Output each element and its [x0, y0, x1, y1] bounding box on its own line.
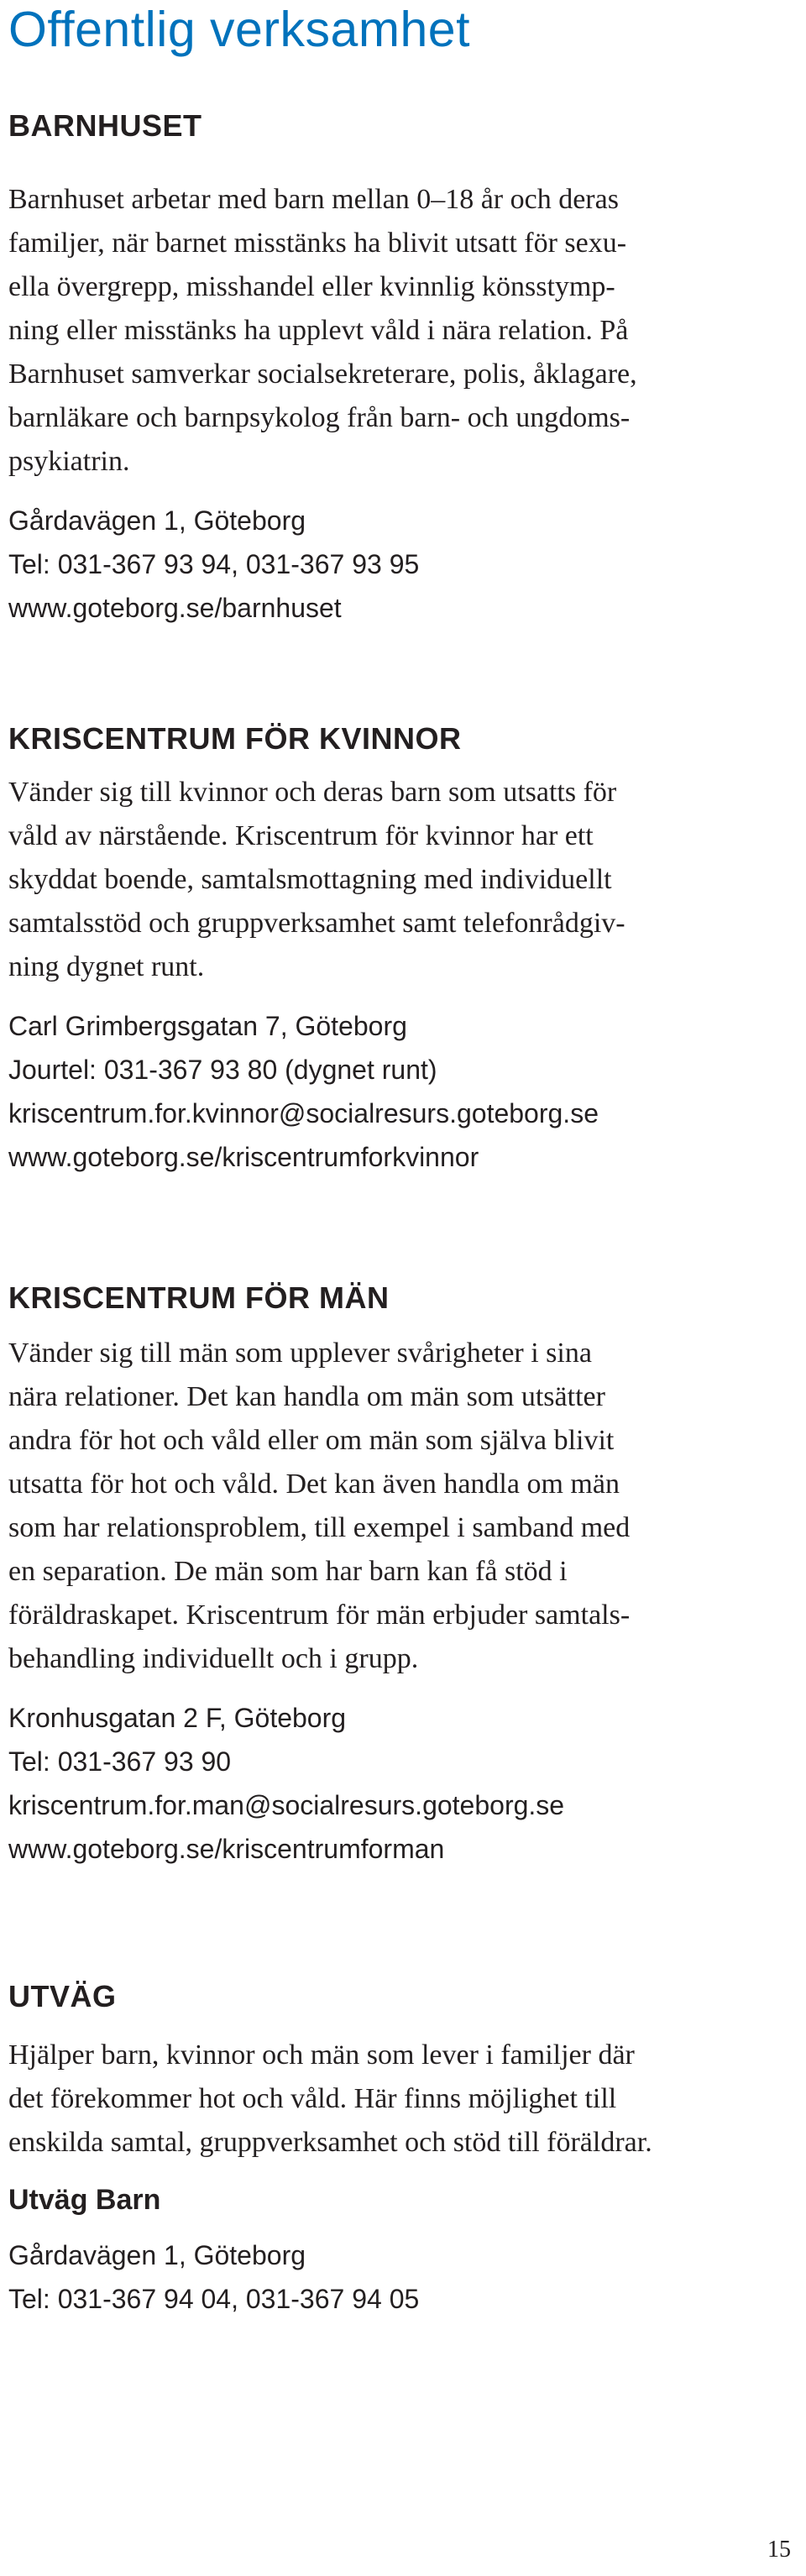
body-text-line: Barnhuset samverkar socialsekreterare, polis, åklagare, — [8, 359, 637, 390]
phone-line: Tel: 031-367 93 90 — [8, 1746, 232, 1777]
address-line: Carl Grimbergsgatan 7, Göteborg — [8, 1011, 407, 1041]
body-text-line: en separation. De män som har barn kan få stöd i — [8, 1556, 568, 1587]
page-title: Offentlig verksamhet — [8, 2, 470, 57]
body-text-line: ning eller misstänks ha upplevt våld i nära relation. På — [8, 315, 629, 346]
section-utvag — [8, 1978, 798, 2321]
email-link[interactable]: kriscentrum.for.kvinnor@socialresurs.goteborg.se — [8, 1098, 599, 1128]
page-number: 15 — [767, 2537, 791, 2563]
body-text-line: det förekommer hot och våld. Här finns möjlighet till — [8, 2083, 617, 2114]
body-text-line: behandling individuellt och i grupp. — [8, 1643, 419, 1674]
address-line: Gårdavägen 1, Göteborg — [8, 2240, 306, 2270]
address-line: Gårdavägen 1, Göteborg — [8, 505, 306, 536]
section-heading: UTVÄG — [8, 1979, 117, 2013]
body-text-line: ning dygnet runt. — [8, 951, 205, 982]
body-text-line: utsatta för hot och våld. Det kan även handla om män — [8, 1469, 620, 1500]
section-heading: KRISCENTRUM FÖR KVINNOR — [8, 721, 462, 756]
sub-heading: Utväg Barn — [8, 2184, 161, 2216]
body-text-line: Barnhuset arbetar med barn mellan 0–18 år och deras — [8, 184, 619, 215]
body-text-line: nära relationer. Det kan handla om män som utsätter — [8, 1381, 605, 1412]
body-text-line: samtalsstöd och gruppverksamhet samt telefonrådgiv- — [8, 908, 625, 939]
body-text-line: andra för hot och våld eller om män som själva blivit — [8, 1425, 615, 1456]
email-link[interactable]: kriscentrum.for.man@socialresurs.goteborg.se — [8, 1790, 565, 1820]
body-text-line: som har relationsproblem, till exempel i samband med — [8, 1512, 631, 1543]
phone-line: Tel: 031-367 94 04, 031-367 94 05 — [8, 2284, 420, 2314]
body-text-line: Vänder sig till kvinnor och deras barn som utsatts för — [8, 777, 617, 808]
section-heading: BARNHUSET — [8, 108, 202, 143]
section-heading: KRISCENTRUM FÖR MÄN — [8, 1280, 390, 1315]
phone-line: Tel: 031-367 93 94, 031-367 93 95 — [8, 549, 420, 579]
address-line: Kronhusgatan 2 F, Göteborg — [8, 1703, 347, 1733]
phone-line: Jourtel: 031-367 93 80 (dygnet runt) — [8, 1055, 437, 1085]
body-text-line: Hjälper barn, kvinnor och män som lever i familjer där — [8, 2039, 635, 2071]
body-text-line: Vänder sig till män som upplever svårigheter i sina — [8, 1338, 592, 1369]
body-text-line: våld av närstående. Kriscentrum för kvinnor har ett — [8, 820, 594, 851]
website-link[interactable]: www.goteborg.se/kriscentrumforman — [8, 1834, 445, 1864]
section-kriscentrum-kvinnor — [8, 720, 798, 1179]
section-barnhuset — [8, 107, 798, 630]
body-text-line: ella övergrepp, misshandel eller kvinnlig könsstymp- — [8, 271, 615, 302]
body-text-line: föräldraskapet. Kriscentrum för män erbjuder samtals- — [8, 1600, 631, 1631]
website-link[interactable]: www.goteborg.se/barnhuset — [8, 593, 342, 623]
body-text-line: skyddat boende, samtalsmottagning med individuellt — [8, 864, 612, 895]
body-text-line: psykiatrin. — [8, 446, 130, 477]
body-text-line: barnläkare och barnpsykolog från barn- och ungdoms- — [8, 402, 631, 433]
website-link[interactable]: www.goteborg.se/kriscentrumforkvinnor — [8, 1142, 479, 1172]
body-text-line: familjer, när barnet misstänks ha blivit utsatt för sexu- — [8, 228, 627, 259]
section-kriscentrum-man — [8, 1280, 798, 1871]
body-text-line: enskilda samtal, gruppverksamhet och stöd till föräldrar. — [8, 2127, 652, 2158]
